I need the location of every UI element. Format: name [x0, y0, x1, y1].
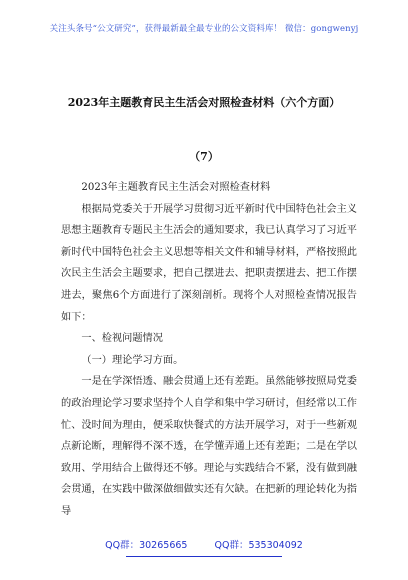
body-subheading: 2023年主题教育民主生活会对照检查材料: [81, 182, 271, 193]
footer-qq-group-1: QQ群：30265665: [105, 540, 188, 551]
footer: [0, 537, 408, 551]
subsection-heading: （一）理论学习方面。: [81, 354, 184, 366]
footer-underline: [126, 556, 282, 557]
body-paragraph-intro: 根据局党委关于开展学习贯彻习近平新时代中国特色社会主义思想主题教育专题民主生活会的通知要求，我已认真学习了习近平新时代中国特色社会主义思想等相关文件和辅导材料，严格按照此次民主生活会主题要求，把自己摆进去、把职责摆进去、把工作摆进去，聚焦6个方面进行了深刻剖析。现将个人对照检查情况报告如下：: [61, 203, 357, 323]
document-body: [61, 177, 357, 523]
section-heading: 一、检视问题情况: [81, 333, 163, 345]
header-banner: 关注头条号“公文研究”，获得最新最全最专业的公文资料库！ 微信：gongwenyj: [49, 24, 359, 34]
body-paragraph-theory: 一是在学深悟透、融会贯通上还有差距。虽然能够按照局党委的政治理论学习要求坚持个人自学和集中学习研讨，但经常以工作忙、没时间为理由，便采取快餐式的方法开展学习，对于一些新观点新论断，理解得不深不透，在学懂弄通上还有差距；二是在学以致用、学用结合上做得还不够。理论与实践结合不紧，没有做到融会贯通，在实践中做深做细做实还有欠缺。在把新的理论转化为指导: [61, 376, 357, 517]
footer-qq-group-2: QQ群：535304092: [214, 540, 303, 551]
document-title: 2023年主题教育民主生活会对照检查材料（六个方面）: [67, 96, 341, 109]
document-number: （7）: [189, 150, 219, 163]
